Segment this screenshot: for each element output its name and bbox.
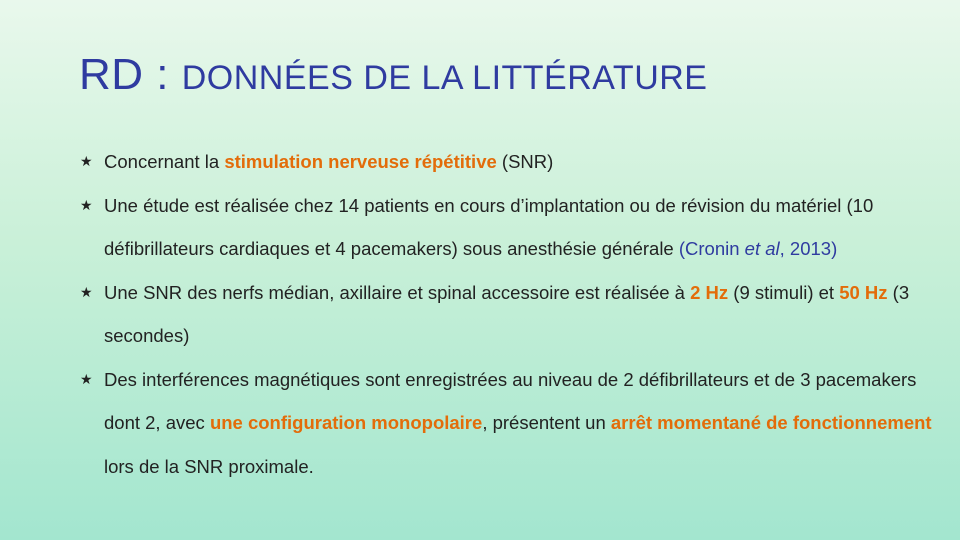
bullet-item — [78, 140, 938, 184]
title-main: DONNÉES DE LA LITTÉRATURE — [181, 59, 708, 97]
citation-close: , 2013) — [779, 238, 838, 259]
highlight-text: une configuration monopolaire — [209, 412, 483, 433]
highlight-text: arrêt momentané de fonctionnement — [610, 412, 932, 433]
bullet-item — [78, 184, 938, 271]
bullet-text: , présentent un — [482, 412, 611, 433]
bullet-text: (3 secondes) — [104, 281, 910, 346]
bullet-text: (9 stimuli) et — [728, 281, 840, 303]
star-icon: ★ — [80, 283, 93, 300]
highlight-text: 2 Hz — [690, 281, 729, 303]
citation-open: (Cronin — [678, 238, 745, 259]
star-icon: ★ — [80, 153, 93, 169]
star-icon: ★ — [80, 370, 93, 387]
highlight-text: stimulation nerveuse répétitive — [224, 151, 497, 172]
citation — [679, 238, 837, 259]
bullet-text: lors de la SNR proximale. — [104, 455, 314, 477]
bullet-item — [78, 271, 938, 358]
bullet-text: Une SNR des nerfs médian, axillaire et spinal accessoire est réalisée à — [104, 281, 691, 303]
bullet-item — [78, 358, 938, 489]
slide-title — [79, 50, 708, 100]
bullet-text: Concernant la — [104, 151, 225, 172]
star-icon: ★ — [80, 196, 93, 213]
bullet-text: Des interférences magnétiques sont enregistrées au niveau de 2 défibrillateurs et de 3 pacemakers dont 2, avec — [104, 368, 917, 433]
title-prefix: RD : — [79, 50, 182, 99]
highlight-text: 50 Hz — [839, 281, 888, 303]
bullet-text: (SNR) — [496, 151, 554, 172]
citation-italic: et al — [744, 238, 780, 259]
bullet-list — [78, 140, 938, 488]
bullet-text: Une étude est réalisée chez 14 patients en cours d’implantation ou de révision du matériel (10 défibrillateurs cardiaques et 4 pacemakers) sous anesthésie générale — [104, 194, 874, 259]
